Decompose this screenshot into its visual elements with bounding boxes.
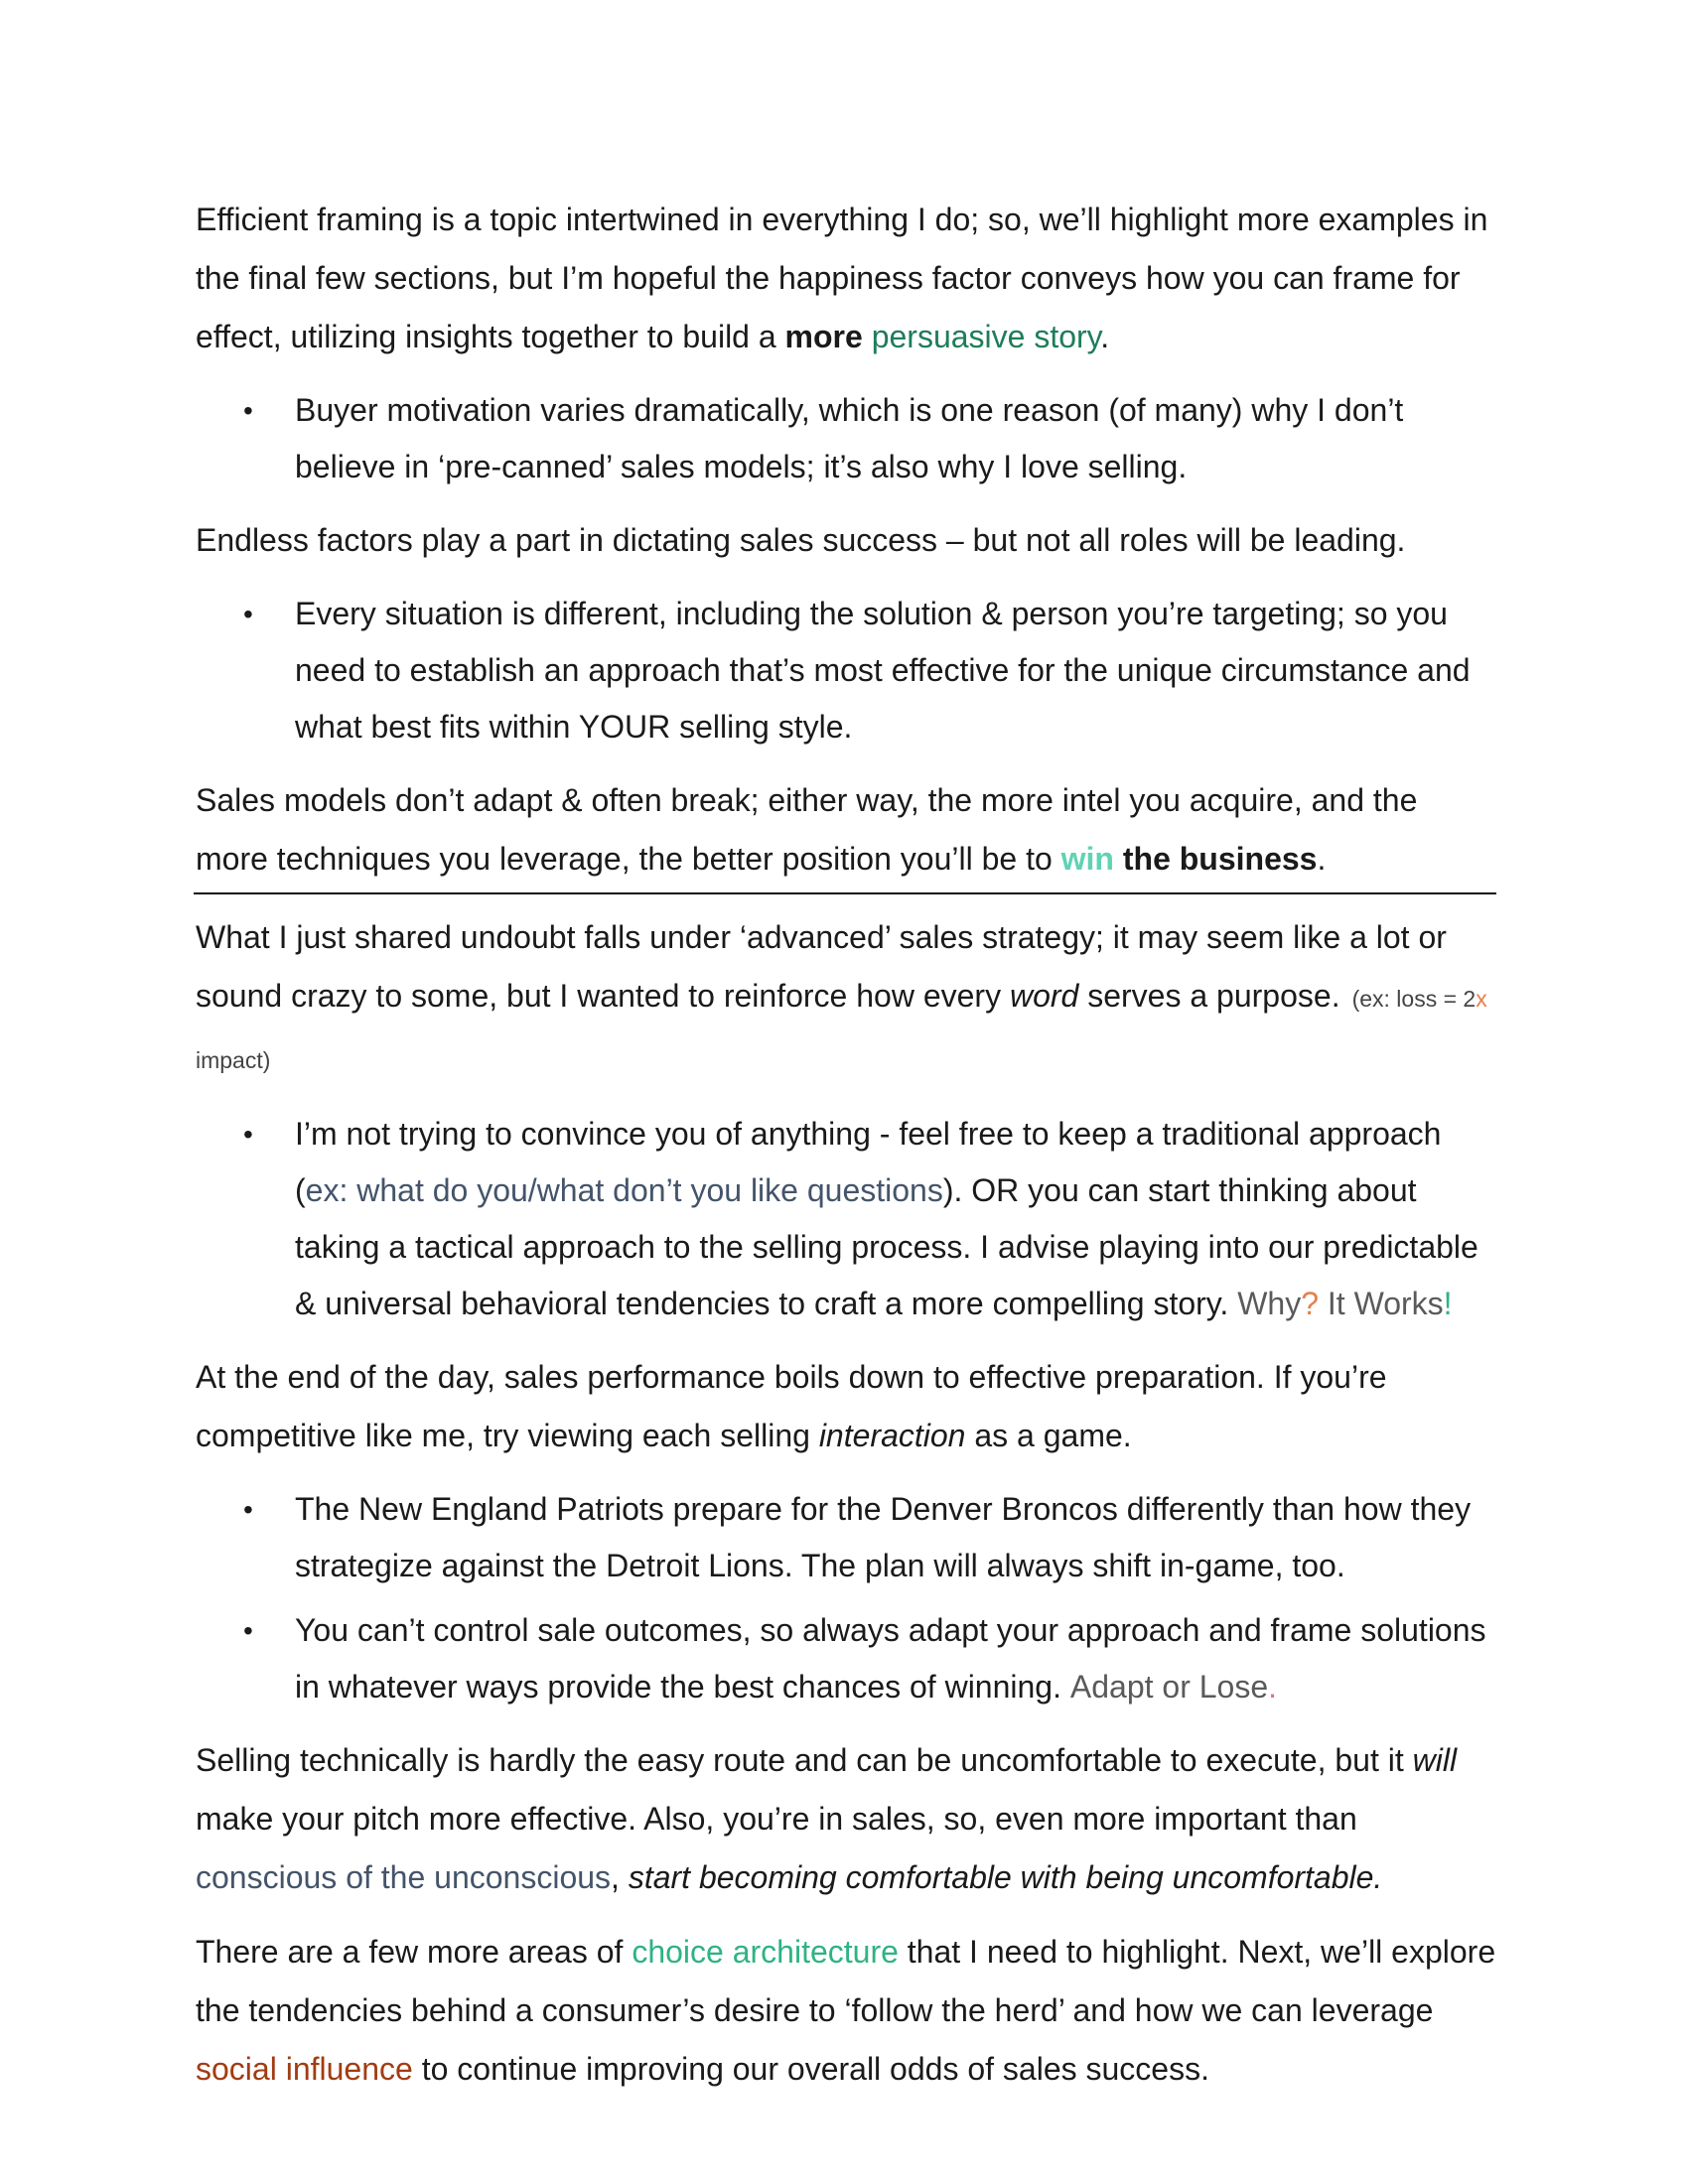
bullet-buyer-motivation: • Buyer motivation varies dramatically, which is one reason (of many) why I don’t believe in ‘pre-canned’ sales models; it’s also why I love selling. — [196, 382, 1496, 495]
persuasive-story-link[interactable]: persuasive story — [871, 319, 1101, 354]
bullet-patriots: • The New England Patriots prepare for the Denver Broncos differently than how they strategize against the Detroit Lions. The plan will always shift in-game, too. — [196, 1481, 1496, 1594]
questions-example-link[interactable]: ex: what do you/what don’t you like questions — [305, 1172, 943, 1208]
loss-impact-note: (ex: loss = 2x impact) — [196, 986, 1487, 1073]
horizontal-divider — [194, 892, 1496, 894]
document-body — [196, 191, 1496, 2115]
bullet-list-1 — [196, 382, 1496, 495]
bullet-not-convincing: • I’m not trying to convince you of anything - feel free to keep a traditional approach (ex: what do you/what don’t you like questions). OR you can start thinking about taking a tactical approach to the selling process. I advise playing into our predictable & universal behavioral tendencies to craft a more compelling story. Why? It Works! — [196, 1106, 1496, 1332]
paragraph-advanced-strategy: What I just shared undoubt falls under ‘advanced’ sales strategy; it may seem like a lot or sound crazy to some, but I wanted to reinforce how every word serves a purpose. (ex: loss = 2x impact) — [196, 919, 1487, 1073]
paragraph-choice-architecture: There are a few more areas of choice architecture that I need to highlight. Next, we’ll explore the tendencies behind a consumer’s desire to ‘follow the herd’ and how we can leverage social influence to continue improving our overall odds of sales success. — [196, 1934, 1496, 2087]
paragraph-end-of-day: At the end of the day, sales performance boils down to effective preparation. If you’re competitive like me, try viewing each selling interaction as a game. — [196, 1359, 1387, 1453]
choice-architecture-link[interactable]: choice architecture — [632, 1934, 899, 1970]
bullet-list-3 — [196, 1106, 1496, 1332]
bullet-every-situation: • Every situation is different, including the solution & person you’re targeting; so you need to establish an approach that’s most effective for the unique circumstance and what best fits within YOUR selling style. — [196, 586, 1496, 755]
bullet-control-outcomes: • You can’t control sale outcomes, so always adapt your approach and frame solutions in whatever ways provide the best chances of winning. Adapt or Lose. — [196, 1602, 1496, 1715]
bullet-list-4 — [196, 1481, 1496, 1715]
conscious-unconscious-link[interactable]: conscious of the unconscious — [196, 1859, 612, 1895]
bullet-list-2 — [196, 586, 1496, 755]
paragraph-framing: Efficient framing is a topic intertwined in everything I do; so, we’ll highlight more examples in the final few sections, but I’m hopeful the happiness factor conveys how you can frame for effect, utilizing insights together to build a more persuasive story. — [196, 202, 1488, 354]
paragraph-selling-technically: Selling technically is hardly the easy route and can be uncomfortable to execute, but it will make your pitch more effective. Also, you’re in sales, so, even more important than conscious of the unconscious, start becoming comfortable with being uncomfortable. — [196, 1742, 1458, 1895]
paragraph-endless-factors: Endless factors play a part in dictating sales success – but not all roles will be leading. — [196, 522, 1406, 558]
social-influence-link[interactable]: social influence — [196, 2051, 413, 2087]
paragraph-sales-models: Sales models don’t adapt & often break; either way, the more intel you acquire, and the more techniques you leverage, the better position you’ll be to win the business. — [196, 782, 1418, 877]
